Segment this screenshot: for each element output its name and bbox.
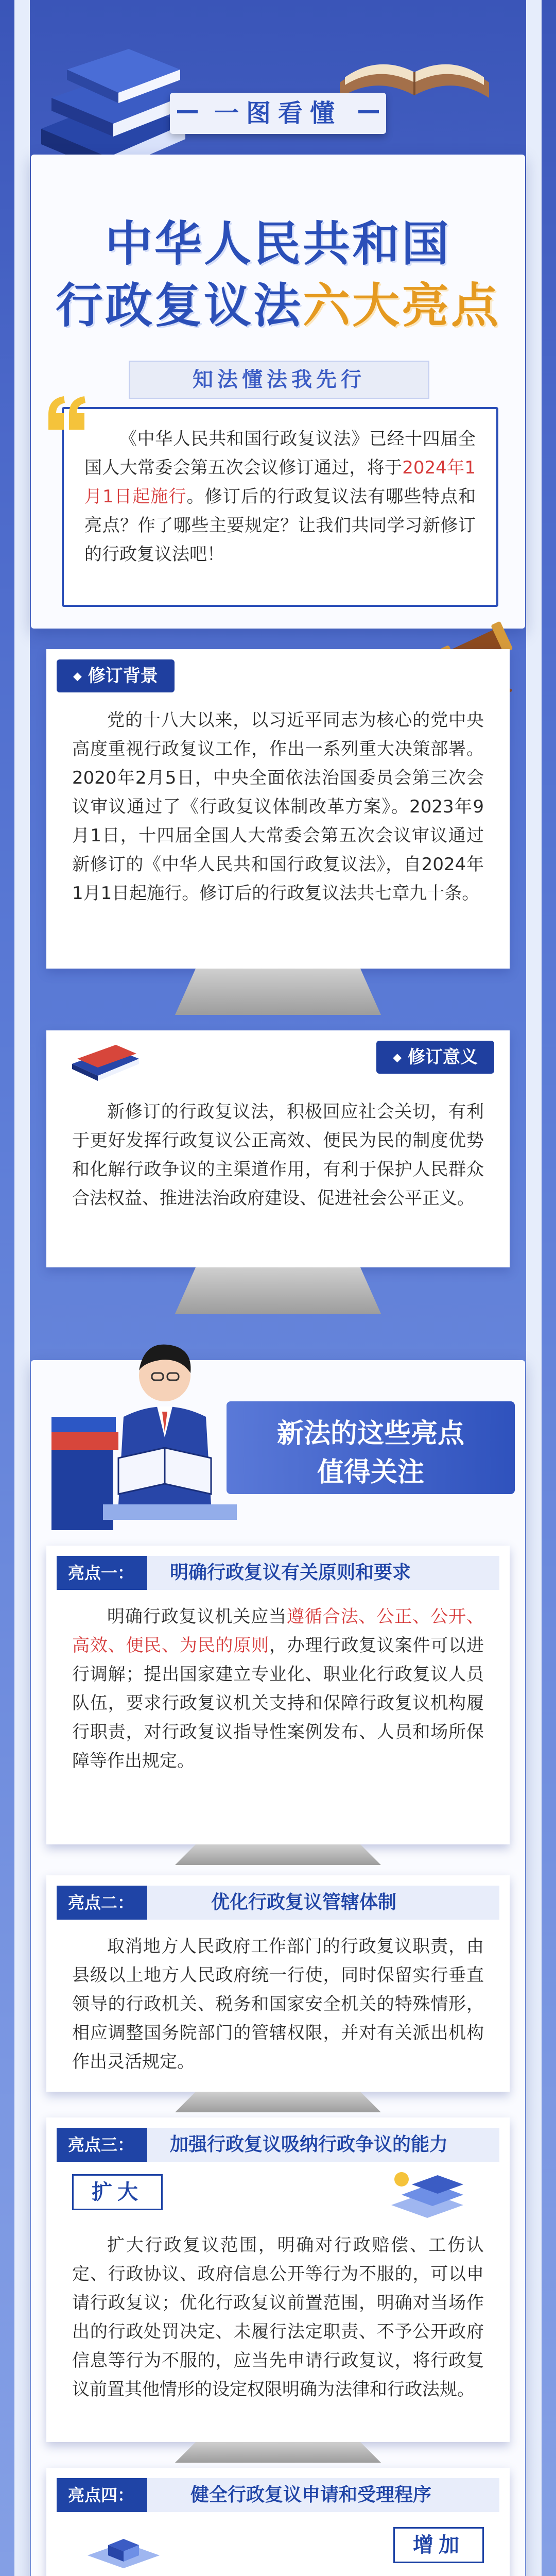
header-badge-text: 一图看懂 — [214, 99, 342, 128]
section2-banner — [227, 1401, 515, 1494]
feature-principles-highlight: 遵循合法、公正、公开、高效、便民、为民的原则 — [72, 1606, 484, 1656]
page-title-line2 — [0, 268, 556, 336]
feature-head-3 — [57, 2128, 499, 2162]
feature-stand-1 — [175, 1844, 381, 1865]
feature-text-1: 明确行政复议机关应当遵循合法、公正、公开、高效、便民、为民的原则，办理行政复议案件可以进行调解；提出国家建立专业化、职业化行政复议人员队伍，要求行政复议机关支持和保障行政复议机构履行职责，对行政复议指导性案例发布、人员和场所保障等作出规定。 — [72, 1606, 484, 1771]
feature-stand-3 — [175, 2442, 381, 2463]
section2-title-line1: 新法的这些亮点 — [276, 1418, 464, 1449]
background-card — [46, 649, 510, 969]
feature-text-2: 取消地方人民政府工作部门的行政复议职责，由县级以上地方人民政府统一行使，同时保留实行垂直领导的行政机关、税务和国家安全机关的特殊情形，相应调整国务院部门的管辖权限，并对有关派出机构作出灵活规定。 — [72, 1936, 484, 2072]
significance-stand — [175, 1267, 381, 1314]
significance-label: ◆ 修订意义 — [376, 1041, 494, 1074]
background-label: ◆ 修订背景 — [57, 659, 175, 692]
page-title-line2-a: 行政复议法 — [55, 278, 303, 333]
feature-keyword-3: 扩大 — [72, 2174, 163, 2210]
feature-tag-4: 亮点四： — [57, 2478, 147, 2512]
intro-ribbon-text: 知法懂法我先行 — [193, 368, 366, 392]
platform-cube-icon — [77, 2519, 170, 2576]
feature-card-1 — [46, 1546, 510, 1844]
feature-tag-3: 亮点三： — [57, 2128, 147, 2162]
stacked-blocks-icon — [381, 2164, 479, 2226]
feature-card-2 — [46, 1875, 510, 2092]
page-title-line2-b: 六大亮点 — [303, 278, 501, 333]
feature-title-4: 健全行政复议申请和受理程序 — [190, 2484, 432, 2505]
intro-text: 《中华人民共和国行政复议法》已经十四届全国人大常委会第五次会议修订通过，将于2024年1月1日起施行。修订后的行政复议法有哪些特点和亮点？作了哪些主要规定？让我们共同学习新修订的行政复议法吧！ — [84, 429, 476, 565]
feature-keyword-4: 增加 — [393, 2527, 484, 2563]
feature-tag-1: 亮点一： — [57, 1556, 147, 1590]
feature-head-1 — [57, 1556, 499, 1590]
book-icon — [67, 1036, 144, 1082]
header-badge — [170, 93, 386, 134]
feature-stand-2 — [175, 2092, 381, 2112]
feature-title-3: 加强行政复议吸纳行政争议的能力 — [170, 2134, 448, 2155]
diamond-icon-2: ◆ — [393, 1051, 402, 1064]
intro-date-highlight: 2024年1月1日起施行 — [84, 457, 476, 507]
feature-title-2: 优化行政复议管辖体制 — [211, 1892, 397, 1913]
feature-text-3: 扩大行政复议范围，明确对行政赔偿、工伤认定、行政协议、政府信息公开等行为不服的，可以申请行政复议；优化行政复议前置范围，明确对当场作出的行政处罚决定、未履行法定职责、不予公开政府信息等行为不服的，应当先申请行政复议，将行政复议前置其他情形的设定权限明确为法律和行政法规。 — [72, 2235, 484, 2400]
page-title-line1: 中华人民共和国 — [105, 216, 451, 272]
significance-card — [46, 1030, 510, 1267]
feature-head-2 — [57, 1886, 499, 1920]
background-text: 党的十八大以来，以习近平同志为核心的党中央高度重视行政复议工作，作出一系列重大决策部署。2020年2月5日，中央全面依法治国委员会第三次会议审议通过了《行政复议体制改革方案》。2023年9月1日，十四届全国人大常委会第五次会议审议通过新修订的《中华人民共和国行政复议法》，自2024年1月1日起施行。修订后的行政复议法共七章九十条。 — [72, 710, 484, 904]
intro-ribbon — [129, 361, 429, 399]
reader-illustration — [41, 1329, 257, 1535]
feature-tag-2: 亮点二： — [57, 1886, 147, 1920]
right-decor-stripe — [526, 0, 542, 2576]
section2-title-line2: 值得关注 — [317, 1457, 424, 1488]
feature-card-4 — [46, 2468, 510, 2576]
diamond-icon: ◆ — [73, 670, 82, 683]
quote-mark-icon — [43, 394, 90, 435]
intro-card — [62, 407, 498, 607]
feature-head-4 — [57, 2478, 499, 2512]
left-decor-stripe — [14, 0, 30, 2576]
feature-card-3 — [46, 2117, 510, 2442]
significance-text: 新修订的行政复议法，积极回应社会关切，有利于更好发挥行政复议公正高效、便民为民的制度优势和化解行政争议的主渠道作用，有利于保护人民群众合法权益、推进法治政府建设、促进社会公平正义。 — [72, 1101, 484, 1209]
background-stand — [175, 969, 381, 1015]
feature-title-1: 明确行政复议有关原则和要求 — [170, 1562, 411, 1583]
